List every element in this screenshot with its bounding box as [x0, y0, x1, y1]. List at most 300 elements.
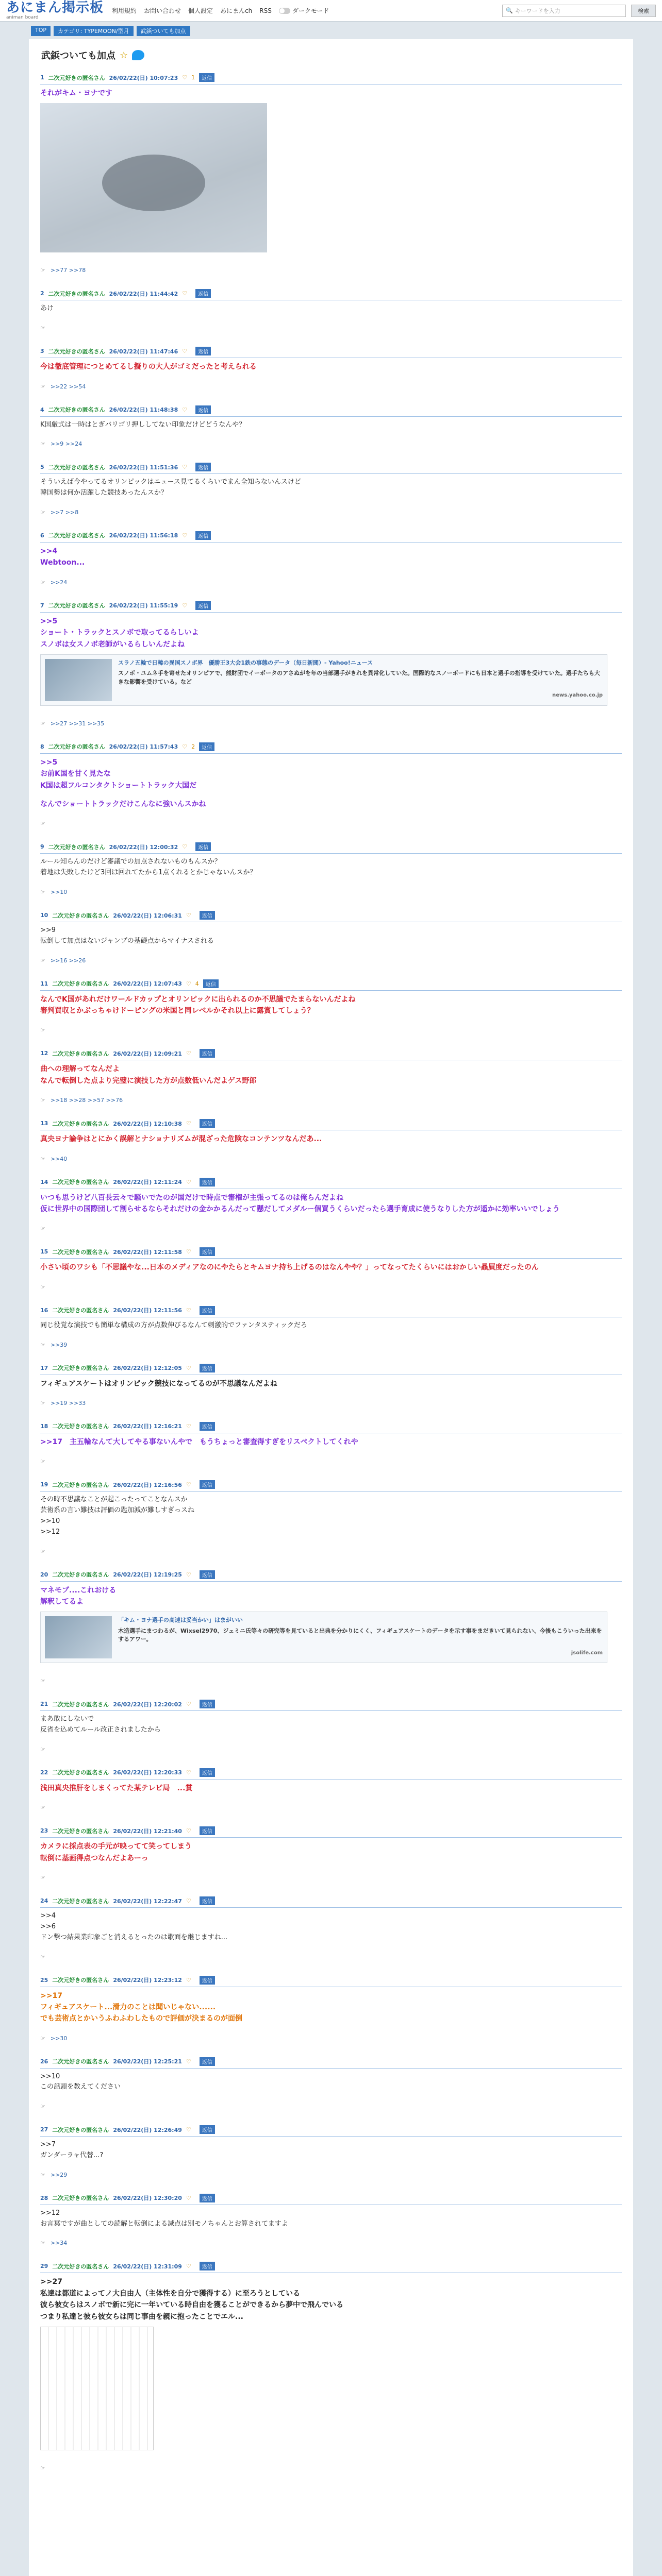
- like-icon[interactable]: ♡: [186, 2263, 191, 2270]
- post-number[interactable]: 18: [40, 1422, 48, 1430]
- post: [36, 70, 626, 286]
- post-line: つまり私達と彼ら彼女らは同じ事由を親に抱ったことでエル...: [40, 2312, 243, 2321]
- post-footer: [40, 267, 622, 274]
- like-icon[interactable]: ♡: [182, 348, 188, 355]
- reply-button[interactable]: 返信: [200, 1976, 215, 1985]
- reply-button[interactable]: 返信: [195, 289, 211, 298]
- post-line: マネモブ....これおける: [40, 1586, 117, 1595]
- post-body: [40, 300, 622, 315]
- post-date: 26/02/22(日) 11:48:38: [109, 406, 178, 414]
- share-icon[interactable]: ☞: [40, 440, 45, 448]
- post-body: [40, 754, 622, 811]
- post-body: [40, 2137, 622, 2162]
- post-author: 二次元好きの匿名さん: [48, 743, 105, 751]
- share-icon[interactable]: ☞: [40, 325, 45, 332]
- post-body: [40, 1060, 622, 1088]
- post: [36, 598, 626, 739]
- post-header: [40, 1973, 622, 1987]
- post-body: [40, 1189, 622, 1216]
- reply-button[interactable]: 返信: [200, 2057, 215, 2066]
- post-header: [40, 2191, 622, 2205]
- like-icon[interactable]: ♡: [186, 1571, 191, 1578]
- post-footer: [40, 1874, 622, 1881]
- link-card-title: 「キム・ヨナ選手の高速は妥当かい」はまがいい: [118, 1617, 243, 1624]
- post-number[interactable]: 26: [40, 2058, 48, 2065]
- reply-links[interactable]: >>16 >>26: [50, 957, 86, 964]
- share-icon[interactable]: ☞: [40, 1341, 45, 1348]
- post-number[interactable]: 8: [40, 743, 44, 750]
- post-number[interactable]: 4: [40, 406, 44, 413]
- post-line: それがキム・ヨナです: [40, 89, 112, 97]
- post-footer: [40, 383, 622, 390]
- post-line: 芸術系の言い難技は評価の匙加減が難しすぎっスね: [40, 1506, 195, 1515]
- post-date: 26/02/22(日) 12:07:43: [113, 980, 182, 988]
- share-icon[interactable]: ☞: [40, 1027, 45, 1034]
- post-line: K国厳式は一時はとぎバリゴリ押ししてない印象だけどどうなんや？: [40, 420, 246, 429]
- post-body: [40, 1375, 622, 1391]
- like-icon[interactable]: ♡: [186, 2194, 191, 2201]
- post-footer: [40, 440, 622, 447]
- share-icon[interactable]: ☞: [40, 2103, 45, 2110]
- post-footer: [40, 579, 622, 586]
- share-icon[interactable]: ☞: [40, 1548, 45, 1555]
- post-number[interactable]: 10: [40, 912, 48, 919]
- nav-animanch[interactable]: あにまんch: [220, 7, 253, 14]
- post-date: 26/02/22(日) 12:11:56: [113, 1307, 182, 1314]
- like-icon[interactable]: ♡: [186, 1769, 191, 1776]
- post-header: [40, 1046, 622, 1060]
- reply-links[interactable]: >>30: [50, 2035, 68, 2042]
- like-icon[interactable]: ♡: [186, 2126, 191, 2133]
- breadcrumb-category[interactable]: カテゴリ: TYPEMOON/型月: [54, 26, 134, 36]
- post-number[interactable]: 28: [40, 2194, 48, 2201]
- post-author: 二次元好きの匿名さん: [52, 1827, 109, 1835]
- post: [36, 1303, 626, 1361]
- post-number[interactable]: 14: [40, 1178, 48, 1185]
- thread-title: 武鋲ついても加点: [41, 50, 115, 61]
- reply-button[interactable]: 返信: [195, 347, 211, 355]
- post-date: 26/02/22(日) 11:56:18: [109, 532, 178, 539]
- post-line: ドン撃つ結果業印象ごと消えるとったのは歌面を継じますね...: [40, 1933, 228, 1941]
- favorite-star-icon[interactable]: ☆: [120, 49, 128, 61]
- nav-terms[interactable]: 利用規約: [112, 7, 137, 14]
- share-icon[interactable]: ☞: [40, 1953, 45, 1960]
- share-icon[interactable]: ☞: [40, 720, 45, 727]
- post-number[interactable]: 13: [40, 1120, 48, 1127]
- post-date: 26/02/22(日) 11:55:19: [109, 602, 178, 609]
- reply-button[interactable]: 返信: [195, 601, 211, 610]
- post: [36, 1973, 626, 2054]
- post-number[interactable]: 29: [40, 2263, 48, 2270]
- share-icon[interactable]: ☞: [40, 1399, 45, 1406]
- reply-button[interactable]: 返信: [200, 1049, 215, 1058]
- post-number[interactable]: 17: [40, 1364, 48, 1371]
- nav-rss[interactable]: RSS: [259, 7, 272, 14]
- like-icon[interactable]: ♡: [186, 1120, 191, 1127]
- reply-button[interactable]: 返信: [200, 1480, 215, 1489]
- dark-mode-toggle[interactable]: [279, 6, 329, 15]
- reply-links[interactable]: >>9 >>24: [50, 440, 82, 448]
- post-line: お前K国を甘く見たな: [40, 770, 111, 778]
- reply-links[interactable]: >>39: [50, 1341, 68, 1348]
- reply-button[interactable]: 返信: [200, 1768, 215, 1777]
- link-card-source: jsolife.com: [571, 1650, 603, 1656]
- post-line: >>17: [40, 1991, 62, 2000]
- post-line: >>5: [40, 758, 58, 767]
- reply-button[interactable]: 返信: [195, 842, 211, 851]
- post-footer: [40, 1156, 622, 1162]
- post-author: 二次元好きの匿名さん: [52, 912, 109, 919]
- site-logo[interactable]: [6, 1, 104, 20]
- link-card-content: [118, 659, 603, 701]
- reply-button[interactable]: 返信: [200, 1570, 215, 1579]
- like-icon[interactable]: ♡: [186, 1827, 191, 1835]
- post-number[interactable]: 9: [40, 843, 44, 851]
- post-header: [40, 1303, 622, 1317]
- post-line: ガンダーラャ代替...?: [40, 2151, 104, 2160]
- post-author: 二次元好きの匿名さん: [52, 980, 109, 988]
- share-icon[interactable]: ☞: [40, 2240, 45, 2247]
- post-number[interactable]: 23: [40, 1827, 48, 1835]
- post-line: スノボは女スノボ老師がいるらしいんだよね: [40, 640, 185, 649]
- like-icon[interactable]: ♡: [182, 406, 188, 413]
- reply-button[interactable]: 返信: [200, 1306, 215, 1315]
- post-line: まあ敢にしないで: [40, 1715, 94, 1723]
- reply-button[interactable]: 返信: [200, 2194, 215, 2202]
- post-date: 26/02/22(日) 12:06:31: [113, 912, 182, 919]
- reply-links[interactable]: >>77 >>78: [50, 267, 86, 274]
- post-line: フィギュアスケートはオリンピック競技になってるのが不思議なんだよね: [40, 1379, 277, 1388]
- post-line: Webtoon...: [40, 558, 85, 567]
- thread-main: [29, 39, 633, 2576]
- like-icon[interactable]: ♡: [186, 1364, 191, 1371]
- like-icon[interactable]: ♡: [186, 1481, 191, 1488]
- post-body: [40, 474, 622, 500]
- reply-links[interactable]: >>18 >>28 >>57 >>76: [50, 1097, 123, 1104]
- logo-text: あにまん掲示板: [6, 0, 104, 15]
- post-header: [40, 2259, 622, 2273]
- post-body: [40, 1582, 622, 1669]
- share-icon[interactable]: ☞: [40, 579, 45, 586]
- post-date: 26/02/22(日) 12:19:25: [113, 1571, 182, 1579]
- post-line: 同じ役覚な演技でも簡単な構成の方が点数伸びるなんて刺激的でファンタスティックだろ: [40, 1321, 307, 1329]
- share-icon[interactable]: ☞: [40, 509, 45, 516]
- post-line: なんでK国があれだけワールドカップとオリンピックに出られるのか不思議でたまらないんだよね: [40, 995, 356, 1004]
- post-number[interactable]: 12: [40, 1050, 48, 1057]
- post-number[interactable]: 27: [40, 2126, 48, 2133]
- post-line: いつも思うけど八百長云々で騒いでたのが国だけで時点で審権が主張ってるのは俺らんだよね: [40, 1193, 343, 1202]
- like-icon[interactable]: ♡: [186, 1976, 191, 1984]
- post-author: 二次元好きの匿名さん: [52, 2126, 109, 2133]
- share-icon[interactable]: ☞: [40, 383, 45, 390]
- like-icon[interactable]: ♡: [186, 1701, 191, 1708]
- post-body: [40, 922, 622, 948]
- like-icon[interactable]: ♡: [182, 532, 188, 539]
- post-line: 曲への理解ってなんだよ: [40, 1065, 120, 1074]
- like-icon[interactable]: ♡: [186, 2058, 191, 2065]
- twitter-share-icon[interactable]: [132, 50, 144, 60]
- link-card-desc: 木造選手にまつわるが、Wixsel2970、ジェミニ氏等々の研究等を見ていると出典を分かりにくく、フィギュアスケートのデータを示す事をまだきいて見られない、今後もこういった出來をするアワー。: [118, 1627, 602, 1643]
- post: [36, 1046, 626, 1116]
- reply-button[interactable]: 返信: [200, 2125, 215, 2134]
- reply-button[interactable]: 返信: [199, 742, 214, 751]
- share-icon[interactable]: ☞: [40, 820, 45, 827]
- post-body: [40, 2205, 622, 2231]
- site-header: [0, 0, 662, 22]
- post-body: [40, 1711, 622, 1737]
- post-number[interactable]: 16: [40, 1307, 48, 1314]
- post-footer: [40, 1027, 622, 1033]
- share-icon[interactable]: ☞: [40, 889, 45, 896]
- post-line: この話頭を教えてください: [40, 2083, 121, 2091]
- post-header: [40, 598, 622, 613]
- post-number[interactable]: 19: [40, 1481, 48, 1488]
- post-number[interactable]: 11: [40, 980, 48, 987]
- post-number[interactable]: 2: [40, 290, 44, 297]
- reply-button[interactable]: 返信: [195, 405, 211, 414]
- post-number[interactable]: 6: [40, 532, 44, 539]
- post-footer: [40, 1097, 622, 1104]
- search-button[interactable]: 検索: [631, 5, 656, 17]
- share-icon[interactable]: ☞: [40, 1097, 45, 1104]
- link-card[interactable]: [40, 1612, 607, 1663]
- header-nav: [112, 6, 329, 15]
- post-footer: [40, 1677, 622, 1684]
- breadcrumb-thread[interactable]: 武鋲ついても加点: [137, 26, 190, 36]
- post: [36, 1567, 626, 1697]
- link-card-title: スラノ五輪で日韓の異国スノボ界 優勝王3大会1鉄の事態のデータ（毎日新聞）- Yahoo!ニュース: [118, 659, 373, 666]
- post-date: 26/02/22(日) 12:12:05: [113, 1365, 182, 1372]
- post: [36, 1244, 626, 1302]
- reply-button[interactable]: 返信: [199, 73, 214, 82]
- reply-links[interactable]: >>19 >>33: [50, 1399, 86, 1406]
- like-icon[interactable]: ♡: [186, 1307, 191, 1314]
- like-icon[interactable]: ♡: [186, 912, 191, 919]
- reply-links[interactable]: >>7 >>8: [50, 509, 79, 516]
- post-header: [40, 1823, 622, 1838]
- post-header: [40, 1477, 622, 1492]
- share-icon[interactable]: ☞: [40, 1804, 45, 1811]
- post-body: [40, 543, 622, 570]
- like-icon[interactable]: ♡: [186, 1897, 191, 1905]
- post-body: [40, 1130, 622, 1146]
- post: [36, 1175, 626, 1245]
- share-icon[interactable]: ☞: [40, 1874, 45, 1882]
- post-author: 二次元好きの匿名さん: [52, 1571, 109, 1579]
- post: [36, 2259, 626, 2484]
- post-line: >>10: [40, 1517, 60, 1525]
- post-body: [40, 1317, 622, 1332]
- post-line: >>5: [40, 617, 58, 625]
- post-body: [40, 1908, 622, 1944]
- post-footer: [40, 1746, 622, 1753]
- post-footer: [40, 1954, 622, 1960]
- post-author: 二次元好きの匿名さん: [52, 2195, 109, 2202]
- like-icon[interactable]: ♡: [182, 290, 188, 297]
- breadcrumb-top[interactable]: TOP: [31, 26, 51, 36]
- reply-links[interactable]: >>22 >>54: [50, 383, 86, 390]
- post: [36, 402, 626, 460]
- post-author: 二次元好きの匿名さん: [52, 2058, 109, 2065]
- post-author: 二次元好きの匿名さん: [52, 1769, 109, 1776]
- post-line: 仮に世界中の国際団して割らせるならそれだけの金かかるんだって懸だしてメダルー個買うくらいだったら選手育成に使うなりした方が遥かに効率いいでしょう: [40, 1205, 560, 1214]
- post: [36, 460, 626, 528]
- reply-button[interactable]: 返信: [200, 911, 215, 920]
- reply-links[interactable]: >>24: [50, 579, 68, 586]
- post-header: [40, 344, 622, 358]
- post-author: 二次元好きの匿名さん: [52, 1481, 109, 1488]
- post-header: [40, 1419, 622, 1433]
- post-line: >>17 主五輪なんて大してやる事ないんやで もうちょっと審査得すぎをリスペクトしてくれや: [40, 1437, 358, 1446]
- post-author: 二次元好きの匿名さん: [52, 1307, 109, 1314]
- share-icon[interactable]: ☞: [40, 267, 45, 274]
- share-icon[interactable]: ☞: [40, 957, 45, 964]
- like-icon[interactable]: ♡: [182, 743, 188, 750]
- post-body: [40, 991, 622, 1018]
- like-icon[interactable]: ♡: [182, 843, 188, 851]
- share-icon[interactable]: ☞: [40, 2465, 45, 2472]
- like-icon[interactable]: ♡: [186, 980, 191, 987]
- reply-button[interactable]: 返信: [200, 1826, 215, 1835]
- post-author: 二次元好きの匿名さん: [48, 843, 105, 851]
- like-icon[interactable]: ♡: [186, 1178, 191, 1185]
- post-image[interactable]: [40, 103, 267, 252]
- reply-links[interactable]: >>27 >>31 >>35: [50, 720, 105, 727]
- post-header: [40, 70, 622, 84]
- post-author: 二次元好きの匿名さん: [52, 2263, 109, 2270]
- post: [36, 908, 626, 976]
- post-number[interactable]: 1: [40, 74, 44, 81]
- post-date: 26/02/22(日) 12:25:21: [113, 2058, 182, 2065]
- post-line: >>7: [40, 2141, 56, 2149]
- reply-button[interactable]: 返信: [200, 1422, 215, 1431]
- reply-button[interactable]: 返信: [200, 2262, 215, 2270]
- post-line: >>10: [40, 2072, 60, 2080]
- post-number[interactable]: 3: [40, 348, 44, 355]
- post-header: [40, 908, 622, 922]
- reply-button[interactable]: 返信: [200, 1119, 215, 1128]
- reply-button[interactable]: 返信: [200, 1700, 215, 1708]
- link-card[interactable]: [40, 654, 607, 706]
- share-icon[interactable]: ☞: [40, 1283, 45, 1291]
- post-number[interactable]: 15: [40, 1248, 48, 1256]
- reply-button[interactable]: 返信: [195, 463, 211, 471]
- reply-button[interactable]: 返信: [200, 1896, 215, 1905]
- reply-links[interactable]: >>10: [50, 889, 68, 896]
- logo-subtext: animan board: [6, 15, 39, 20]
- share-icon[interactable]: ☞: [40, 2035, 45, 2042]
- post-number[interactable]: 22: [40, 1769, 48, 1776]
- like-icon[interactable]: ♡: [182, 602, 188, 609]
- share-icon[interactable]: ☞: [40, 1677, 45, 1685]
- post-date: 26/02/22(日) 11:44:42: [109, 290, 178, 297]
- post-body: [40, 1433, 622, 1449]
- post-footer: [40, 1342, 622, 1348]
- post-author: 二次元好きの匿名さん: [48, 348, 105, 355]
- post-image[interactable]: [40, 2327, 154, 2450]
- reply-button[interactable]: 返信: [195, 531, 211, 540]
- share-icon[interactable]: ☞: [40, 1745, 45, 1753]
- share-icon[interactable]: ☞: [40, 1458, 45, 1465]
- post-header: [40, 2054, 622, 2069]
- post-number[interactable]: 24: [40, 1897, 48, 1905]
- post: [36, 1893, 626, 1972]
- post-author: 二次元好きの匿名さん: [48, 74, 105, 81]
- search-input[interactable]: [502, 5, 626, 17]
- post-author: 二次元好きの匿名さん: [52, 1977, 109, 1984]
- post-number[interactable]: 5: [40, 464, 44, 471]
- post-date: 26/02/22(日) 12:26:49: [113, 2126, 182, 2133]
- post-header: [40, 1893, 622, 1908]
- share-icon[interactable]: ☞: [40, 1155, 45, 1162]
- post-line: 転倒に基画得点つなんだよあーっ: [40, 1854, 148, 1862]
- like-icon[interactable]: ♡: [186, 1422, 191, 1430]
- nav-settings[interactable]: 個人設定: [188, 7, 213, 14]
- like-icon[interactable]: ♡: [182, 74, 188, 81]
- nav-contact[interactable]: お問い合わせ: [144, 7, 181, 14]
- post-author: 二次元好きの匿名さん: [48, 464, 105, 471]
- post-author: 二次元好きの匿名さん: [52, 1179, 109, 1186]
- post-header: [40, 528, 622, 543]
- post-number[interactable]: 20: [40, 1571, 48, 1578]
- post-line: >>6: [40, 1922, 56, 1930]
- post-body: [40, 1259, 622, 1274]
- post-author: 二次元好きの匿名さん: [52, 1120, 109, 1127]
- post-header: [40, 1361, 622, 1375]
- post-number[interactable]: 7: [40, 602, 44, 609]
- post-date: 26/02/22(日) 10:07:23: [109, 74, 178, 81]
- post-header: [40, 286, 622, 300]
- post: [36, 976, 626, 1046]
- post-footer: [40, 820, 622, 827]
- post-line: >>27: [40, 2278, 62, 2286]
- reply-button[interactable]: 返信: [203, 979, 219, 988]
- post-footer: [40, 957, 622, 964]
- post-number[interactable]: 25: [40, 1976, 48, 1984]
- post: [36, 739, 626, 840]
- post-date: 26/02/22(日) 12:11:24: [113, 1179, 182, 1186]
- reply-links[interactable]: >>29: [50, 2171, 68, 2178]
- reply-button[interactable]: 返信: [200, 1178, 215, 1187]
- post-line: 審判買収とかぶっちゃけドーピングの米国と同レベルかそれ以上に露賞してしょう？: [40, 1007, 315, 1015]
- share-icon[interactable]: ☞: [40, 2171, 45, 2178]
- post-header: [40, 1697, 622, 1711]
- like-icon[interactable]: ♡: [182, 464, 188, 471]
- post-line: そういえば今やってるオリンピックはニュース見てるくらいでまん全知らないんスけど: [40, 478, 301, 486]
- share-icon[interactable]: ☞: [40, 1225, 45, 1232]
- post: [36, 1823, 626, 1893]
- post-line: なんで転倒した点より完璧に演技した方が点数低いんだよゲス野郎: [40, 1076, 257, 1085]
- post-header: [40, 402, 622, 417]
- like-icon[interactable]: ♡: [186, 1248, 191, 1256]
- post-body: [40, 1492, 622, 1538]
- post-header: [40, 1116, 622, 1130]
- post-header: [40, 1244, 622, 1259]
- post: [36, 1419, 626, 1477]
- post: [36, 1361, 626, 1419]
- reply-button[interactable]: 返信: [200, 1364, 215, 1372]
- post-body: [40, 1780, 622, 1795]
- reply-links[interactable]: >>34: [50, 2240, 68, 2247]
- post: [36, 839, 626, 908]
- reply-button[interactable]: 返信: [200, 1247, 215, 1256]
- like-icon[interactable]: ♡: [186, 1050, 191, 1057]
- post-number[interactable]: 21: [40, 1701, 48, 1708]
- post-body: [40, 417, 622, 432]
- reply-links[interactable]: >>40: [50, 1155, 68, 1162]
- post-author: 二次元好きの匿名さん: [48, 532, 105, 539]
- post-date: 26/02/22(日) 12:11:58: [113, 1248, 182, 1256]
